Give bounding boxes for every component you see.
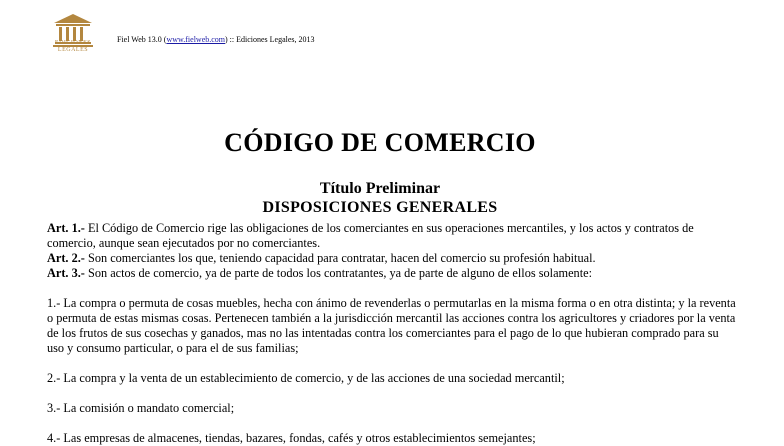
list-item: 2.- La compra y la venta de un establecimiento de comercio, y de las acciones de una sociedad mercantil; (47, 371, 565, 385)
article-text: Son comerciantes los que, teniendo capacidad para contratar, hacen del comercio su profesión habitual. (84, 251, 596, 265)
section-title: DISPOSICIONES GENERALES (262, 199, 498, 216)
logo-text-legales: LEGALES (57, 47, 89, 53)
source-suffix: ) :: Ediciones Legales, 2013 (225, 35, 315, 44)
article-text: El Código de Comercio rige las obligaciones de los comerciantes en sus operaciones mercantiles, y los actos y contratos de comercio, aunque sean ejecutados por no comerciantes. (47, 221, 694, 250)
document-title: CÓDIGO DE COMERCIO (224, 128, 536, 157)
source-line (117, 35, 315, 44)
paragraph-gap (47, 356, 737, 371)
article-3 (47, 266, 737, 281)
document-body (47, 221, 737, 446)
fielweb-link[interactable]: www.fielweb.com (166, 35, 226, 44)
logo-text-ediciones: EDICIONES (54, 40, 92, 46)
article-label: Art. 2.- (47, 251, 85, 265)
document-subtitle: Título Preliminar (319, 180, 441, 197)
article-text: Son actos de comercio, ya de parte de todos los contratantes, ya de parte de alguno de ellos solamente: (84, 266, 592, 280)
list-item: 4.- Las empresas de almacenes, tiendas, bazares, fondas, cafés y otros establecimientos semejantes; (47, 431, 536, 445)
list-item: 3.- La comisión o mandato comercial; (47, 401, 235, 415)
page-header (50, 4, 750, 60)
article-2 (47, 251, 737, 266)
article-1 (47, 221, 737, 251)
paragraph-gap (47, 386, 737, 401)
article-label: Art. 1.- (47, 221, 85, 235)
paragraph-gap (47, 416, 737, 431)
list-item: 1.- La compra o permuta de cosas muebles, hecha con ánimo de revenderlas o permutarlas en la misma forma o en otra distinta; y la reventa o permuta de estas mismas cosas. Pertenecen también a la jurisdicción mercantil las acciones contra los agricultores y criadores por la venta de los frutos de sus cosechas y ganados, mas no las intentadas contra los comerciantes para el pago de lo que hubieran comprado para su uso y consumo particular, o para el de sus familias; (47, 296, 736, 355)
source-prefix: Fiel Web 13.0 ( (117, 35, 167, 44)
article-label: Art. 3.- (47, 266, 85, 280)
paragraph-gap (47, 281, 737, 296)
